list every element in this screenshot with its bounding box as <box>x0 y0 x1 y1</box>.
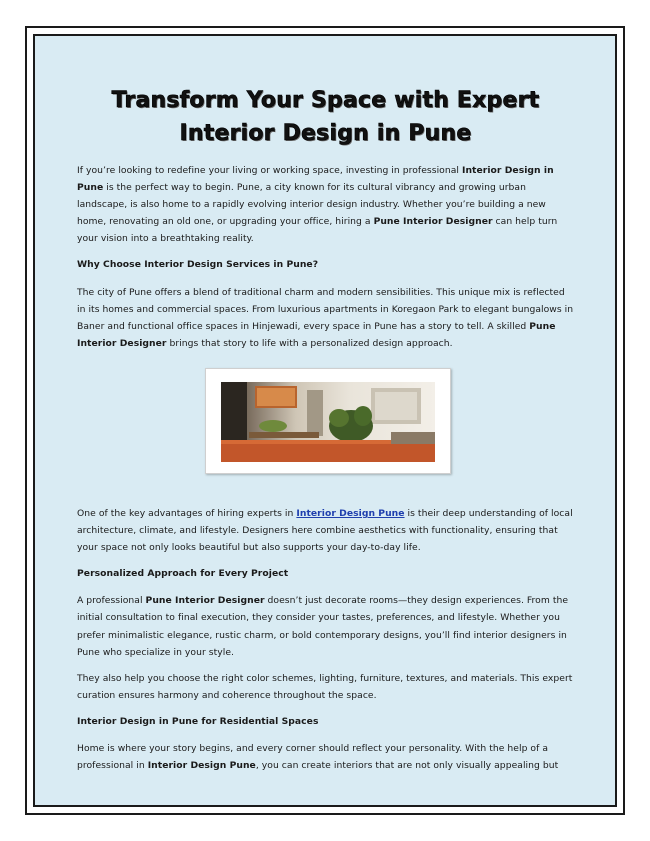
professional-paragraph: A professional Pune Interior Designer doesn’t just decorate rooms—they design experiences. From the initial consultation to final execution, they consider your tastes, preferences, and lifestyle. Whether you prefer minimalistic elegance, rustic charm, or bold contemporary designs, you’ll find interior designers in Pune who specialize in your style. <box>77 595 569 658</box>
page-title: Transform Your Space with Expert Interior Design in Pune <box>111 88 540 146</box>
section-heading-why: Why Choose Interior Design Services in Pune? <box>77 259 319 271</box>
section-heading-personalized: Personalized Approach for Every Project <box>77 568 289 580</box>
section-heading-residential: Interior Design in Pune for Residential Spaces <box>77 715 319 727</box>
document-body <box>77 84 574 783</box>
intro-paragraph: If you’re looking to redefine your living or working space, investing in professional Interior Design in Pune is the perfect way to begin. Pune, a city known for its cultural vibrancy and growing urban landscape, is also home to a rapidly evolving interior design industry. Whether you’re building a new home, renovating an old one, or upgrading your office, hiring a Pune Interior Designer can help turn your vision into a breathtaking reality. <box>77 165 558 245</box>
city-paragraph: The city of Pune offers a blend of traditional charm and modern sensibilities. This unique mix is reflected in its homes and commercial spaces. From luxurious apartments in Koregaon Park to elegant bungalows in Baner and functional office spaces in Hinjewadi, every space in Pune has a story to tell. A skilled Pune Interior Designer brings that story to life with a personalized design approach. <box>77 286 574 349</box>
interior-photo-graphic <box>221 382 435 462</box>
home-paragraph: Home is where your story begins, and every corner should reflect your personality. With the help of a professional in Interior Design Pune, you can create interiors that are not only visually appealing but <box>77 742 559 772</box>
interior-design-pune-link[interactable]: Interior Design Pune <box>296 507 405 519</box>
interior-photo <box>205 368 451 474</box>
colors-paragraph: They also help you choose the right color schemes, lighting, furniture, textures, and materials. This expert curation ensures harmony and coherence throughout the space. <box>77 672 573 701</box>
advantages-paragraph: One of the key advantages of hiring experts in Interior Design Pune is their deep understanding of local architecture, climate, and lifestyle. Designers here combine aesthetics with functionality, ensuring that your space not only looks beautiful but also supports your day-to-day life. <box>77 507 573 554</box>
